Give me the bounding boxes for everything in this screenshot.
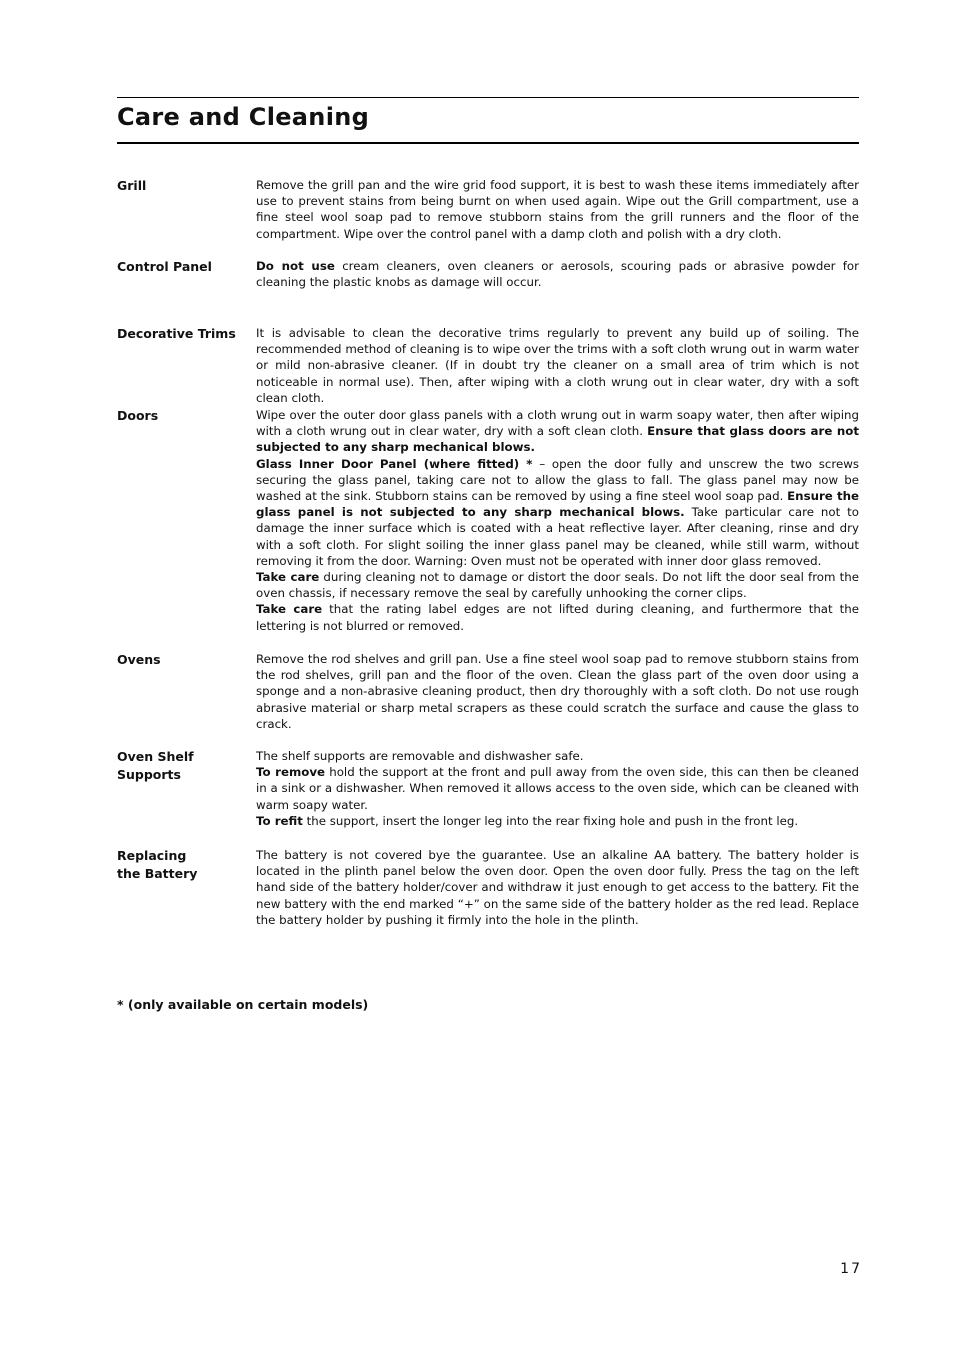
- bold-text: Glass Inner Door Panel (where fitted) *: [256, 456, 533, 471]
- section-label: Ovens: [117, 652, 161, 667]
- bold-text: Ensure the glass panel is not subjected to any sharp mechanical blows.: [256, 489, 859, 520]
- bold-text: Ensure that glass doors are not subjected to any sharp mechanical blows.: [256, 424, 859, 455]
- body-paragraph: [256, 407, 859, 456]
- page-number: 17: [840, 1261, 862, 1277]
- body-text: that the rating label edges are not lifted during cleaning, and furthermore that the lettering is not blurred or removed.: [256, 602, 859, 633]
- bold-text: To remove: [256, 765, 326, 780]
- section-label: Oven Shelf Supports: [117, 749, 194, 782]
- body-text: the support, insert the longer leg into the rear fixing hole and push in the front leg.: [302, 813, 799, 828]
- body-paragraph: [256, 177, 859, 242]
- body-text: during cleaning not to damage or distort the door seals. Do not lift the door seal from the oven chassis, if necessary remove the seal by carefully unhooking the corner clips.: [256, 570, 859, 601]
- body-paragraph: [256, 813, 859, 829]
- body-text: Remove the grill pan and the wire grid food support, it is best to wash these items immediately after use to prevent stains from being burnt on when used again. Wipe out the Grill compartment, use a fine steel wool soap pad to remove stubborn stains from the grill runners and the floor of the compartment. Wipe over the control panel with a damp cloth and polish with a dry cloth.: [256, 178, 859, 241]
- body-paragraph: [256, 569, 859, 601]
- body-paragraph: [256, 456, 859, 569]
- bold-text: Take care: [256, 602, 323, 617]
- section-label: Control Panel: [117, 259, 212, 274]
- section-label: Decorative Trims: [117, 326, 236, 341]
- section-body: [256, 651, 859, 732]
- section-body: [256, 847, 859, 928]
- footnote: * (only available on certain models): [117, 997, 369, 1012]
- body-text: Remove the rod shelves and grill pan. Use a fine steel wool soap pad to remove stubborn stains from the rod shelves, grill pan and the floor of the oven. Clean the glass part of the oven door using a sponge and a non-abrasive cleaning product, then dry thoroughly with a soft cloth. Do not use rough abrasive material or sharp metal scrapers as these could scratch the surface and cause the glass to crack.: [256, 652, 859, 731]
- bold-text: Take care: [256, 570, 320, 585]
- body-paragraph: [256, 601, 859, 633]
- page-title: Care and Cleaning: [117, 103, 370, 131]
- body-text: hold the support at the front and pull away from the oven side, this can then be cleaned in a sink or a dishwasher. When removed it allows access to the oven side, which can be cleaned with warm soapy water.: [256, 765, 859, 812]
- body-text: Wipe over the outer door glass panels with a cloth wrung out in warm soapy water, then after wiping with a cloth wrung out in clear water, dry with a soft clean cloth.: [256, 408, 859, 439]
- body-paragraph: [256, 748, 859, 764]
- body-paragraph: [256, 258, 859, 290]
- body-paragraph: [256, 651, 859, 732]
- body-text: The shelf supports are removable and dishwasher safe.: [256, 749, 584, 763]
- body-text: It is advisable to clean the decorative trims regularly to prevent any build up of soiling. The recommended method of cleaning is to wipe over the trims with a soft cloth wrung out in warm water or mild non-abrasive cleaner. (If in doubt try the cleaner on a small area of trim which is not noticeable in normal use). Then, after wiping with a cloth wrung out in clear water, dry with a soft clean cloth.: [256, 326, 859, 405]
- section-label: Replacing the Battery: [117, 848, 198, 881]
- bold-text: Do not use: [256, 259, 335, 273]
- body-text: Take particular care not to damage the inner surface which is coated with a heat reflective layer. After cleaning, rinse and dry with a soft cloth. For slight soiling the inner glass panel may be cleaned, while still warm, without removing it from the door. Warning: Oven must not be operated with inner door glass removed.: [256, 505, 860, 568]
- section-body: [256, 325, 859, 406]
- body-text: The battery is not covered bye the guarantee. Use an alkaline AA battery. The battery holder is located in the plinth panel below the oven door. Open the oven door fully. Press the tag on the left hand side of the battery holder/cover and withdraw it just enough to get access to the battery. Fit the new battery with the end marked “+” on the same side of the battery holder as the red lead. Replace the battery holder by pushing it firmly into the hole in the plinth.: [256, 848, 859, 927]
- body-paragraph: [256, 847, 859, 928]
- bold-text: To refit: [256, 813, 303, 828]
- body-paragraph: [256, 325, 859, 406]
- body-text: – open the door fully and unscrew the two screws securing the glass panel, taking care not to allow the glass to fall. The glass panel may now be washed at the sink. Stubborn stains can be removed by using a fine steel wool soap pad.: [256, 456, 859, 504]
- section-body: [256, 748, 859, 829]
- body-text: cream cleaners, oven cleaners or aerosols, scouring pads or abrasive powder for cleaning the plastic knobs as damage will occur.: [256, 259, 859, 290]
- section-body: [256, 407, 859, 634]
- title-underline: [117, 142, 859, 144]
- section-label: Grill: [117, 178, 147, 193]
- section-label: Doors: [117, 408, 159, 423]
- top-rule: [117, 97, 859, 98]
- section-body: [256, 258, 859, 290]
- section-body: [256, 177, 859, 242]
- body-paragraph: [256, 764, 859, 813]
